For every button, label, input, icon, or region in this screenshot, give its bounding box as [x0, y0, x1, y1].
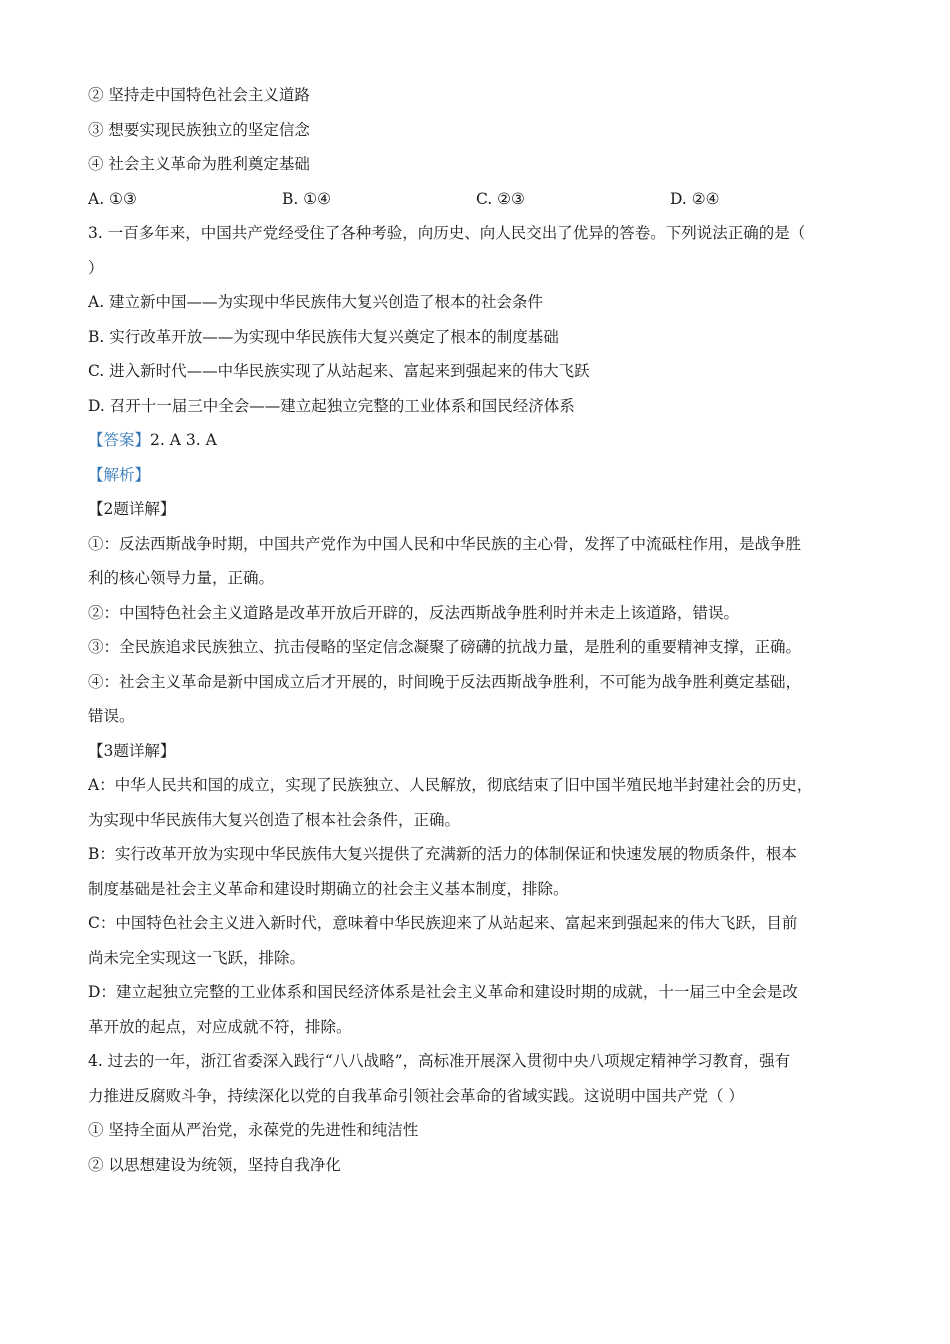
q3-stem-line1: 3. 一百多年来，中国共产党经受住了各种考验，向历史、向人民交出了优异的答卷。下列说法正确的是（ [88, 224, 806, 242]
q3-option-a: A. 建立新中国——为实现中华民族伟大复兴创造了根本的社会条件 [88, 293, 544, 311]
q2-choices [88, 182, 868, 217]
detail3-heading: 【3题详解】 [88, 741, 176, 760]
q2-option-2: ② 坚持走中国特色社会主义道路 [88, 86, 310, 104]
q2-choice-a: A. ①③ [88, 189, 137, 208]
detail3-line: C：中国特色社会主义进入新时代，意味着中华民族迎来了从站起来、富起来到强起来的伟大飞跃，目前 [88, 914, 798, 932]
detail3-line: D：建立起独立完整的工业体系和国民经济体系是社会主义革命和建设时期的成就，十一届三中全会是改 [88, 983, 798, 1001]
q3-option-d: D. 召开十一届三中全会——建立起独立完整的工业体系和国民经济体系 [88, 396, 575, 415]
detail3-line: 革开放的起点，对应成就不符，排除。 [88, 1017, 352, 1036]
detail2-line: ①：反法西斯战争时期，中国共产党作为中国人民和中华民族的主心骨，发挥了中流砥柱作用，是战争胜 [88, 534, 802, 553]
q3-stem-line2: ） [88, 258, 104, 277]
detail2-line: 利的核心领导力量，正确。 [88, 569, 275, 587]
analysis-label: 【解析】 [88, 465, 151, 484]
detail2-line: ③：全民族追求民族独立、抗击侵略的坚定信念凝聚了磅礴的抗战力量，是胜利的重要精神支撑，正确。 [88, 638, 802, 656]
detail3-line: A：中华人民共和国的成立，实现了民族独立、人民解放，彻底结束了旧中国半殖民地半封建社会的历史， [88, 776, 813, 794]
q4-option-2: ② 以思想建设为统领，坚持自我净化 [88, 1155, 341, 1174]
detail2-line: 错误。 [88, 707, 135, 725]
q2-option-4: ④ 社会主义革命为胜利奠定基础 [88, 155, 310, 173]
detail3-line: B：实行改革开放为实现中华民族伟大复兴提供了充满新的活力的体制保证和快速发展的物质条件，根本 [88, 845, 797, 863]
document-page [88, 78, 868, 1182]
q4-option-1: ① 坚持全面从严治党，永葆党的先进性和纯洁性 [88, 1121, 419, 1139]
detail2-heading: 【2题详解】 [88, 500, 176, 518]
answer-line [88, 423, 868, 458]
q2-choice-c: C. ②③ [476, 189, 525, 208]
detail2-line: ②：中国特色社会主义道路是改革开放后开辟的，反法西斯战争胜利时并未走上该道路，错误。 [88, 603, 740, 622]
answer-label: 【答案】 [88, 431, 151, 449]
q2-option-3: ③ 想要实现民族独立的坚定信念 [88, 120, 310, 139]
detail3-line: 为实现中华民族伟大复兴创造了根本社会条件，正确。 [88, 810, 461, 829]
q2-choice-b: B. ①④ [282, 189, 332, 208]
detail2-line: ④：社会主义革命是新中国成立后才开展的，时间晚于反法西斯战争胜利，不可能为战争胜利奠定基础， [88, 672, 802, 691]
q3-option-c: C. 进入新时代——中华民族实现了从站起来、富起来到强起来的伟大飞跃 [88, 362, 590, 380]
q4-stem-line2: 力推进反腐败斗争，持续深化以党的自我革命引领社会革命的省域实践。这说明中国共产党（ ） [88, 1086, 744, 1105]
q3-option-b: B. 实行改革开放——为实现中华民族伟大复兴奠定了根本的制度基础 [88, 327, 559, 346]
q4-stem-line1: 4. 过去的一年，浙江省委深入践行“八八战略”，高标准开展深入贯彻中央八项规定精神学习教育，强有 [88, 1052, 791, 1070]
answer-text: 2. A 3. A [150, 431, 217, 449]
detail3-line: 制度基础是社会主义革命和建设时期确立的社会主义基本制度，排除。 [88, 879, 569, 898]
q2-choice-d: D. ②④ [670, 189, 720, 208]
detail3-line: 尚未完全实现这一飞跃，排除。 [88, 948, 306, 967]
